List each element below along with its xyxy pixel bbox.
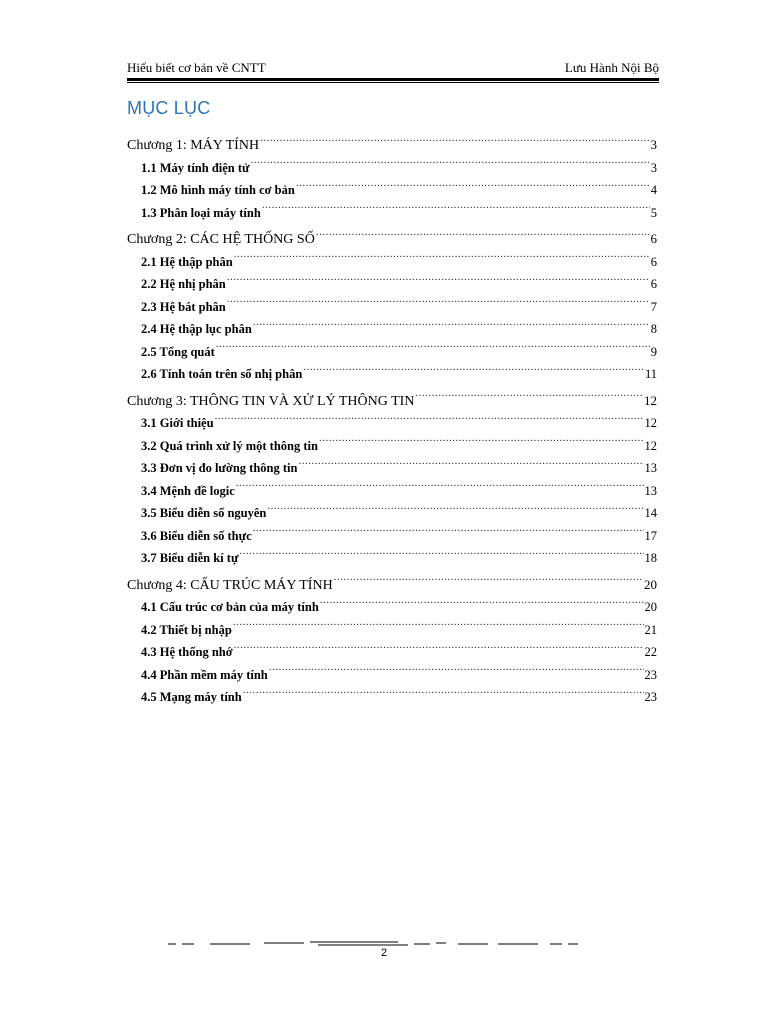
toc-entry-label: 4.4 Phần mềm máy tính xyxy=(141,667,268,682)
toc-title: MỤC LỤC xyxy=(127,98,211,118)
toc-leader-dots xyxy=(320,599,644,612)
toc-section-entry[interactable] xyxy=(127,273,657,296)
page-number: 2 xyxy=(380,947,388,959)
toc-entry-label: 2.2 Hệ nhị phân xyxy=(141,277,226,291)
toc-entry-label: 1.1 Máy tính điện tử xyxy=(141,160,250,175)
toc-section-entry[interactable] xyxy=(127,341,657,364)
toc-entry-page: 20 xyxy=(644,600,657,614)
toc-entry-label: 3.7 Biểu diễn kí tự xyxy=(141,551,239,565)
toc-section-entry[interactable] xyxy=(127,363,657,386)
toc-leader-dots xyxy=(319,437,644,450)
toc-section-entry[interactable] xyxy=(127,525,657,548)
toc-entry-page: 6 xyxy=(650,231,657,246)
toc-entry-page: 13 xyxy=(644,483,657,498)
toc-section-entry[interactable] xyxy=(127,179,657,202)
toc-entry-label: 4.1 Cấu trúc cơ bản của máy tính xyxy=(141,600,319,614)
toc-leader-dots xyxy=(239,550,643,563)
toc-entry-page: 23 xyxy=(644,667,657,682)
toc-leader-dots xyxy=(260,135,649,149)
toc-entry-label: 3.4 Mệnh đề logic xyxy=(141,483,235,498)
toc-entry-page: 4 xyxy=(650,183,657,197)
toc-leader-dots xyxy=(233,621,644,634)
toc-entry-label: 4.2 Thiết bị nhập xyxy=(141,622,232,637)
toc-entry-label: Chương 1: MÁY TÍNH xyxy=(127,138,260,153)
header-rule-thin xyxy=(127,82,659,83)
toc-entry-page: 7 xyxy=(650,299,657,314)
toc-leader-dots xyxy=(251,159,650,172)
toc-entry-label: 3.2 Quá trình xử lý một thông tin xyxy=(141,438,318,453)
toc-entry-page: 22 xyxy=(644,645,657,659)
toc-leader-dots xyxy=(253,527,644,540)
toc-entry-label: 1.3 Phân loại máy tính xyxy=(141,205,261,220)
toc-entry-label: 3.6 Biểu diễn số thực xyxy=(141,528,252,543)
toc-leader-dots xyxy=(316,229,650,243)
toc-section-entry[interactable] xyxy=(127,412,657,435)
toc-entry-page: 11 xyxy=(644,367,657,381)
toc-entry-label: 3.1 Giới thiệu xyxy=(141,416,214,430)
toc-leader-dots xyxy=(303,366,644,379)
toc-entry-page: 14 xyxy=(644,506,657,520)
toc-entry-page: 8 xyxy=(650,322,657,336)
toc-entry-page: 6 xyxy=(650,254,657,269)
toc-section-entry[interactable] xyxy=(127,641,657,664)
toc-entry-label: 3.5 Biểu diễn số nguyên xyxy=(141,506,267,520)
toc-leader-dots xyxy=(236,482,644,495)
toc-leader-dots xyxy=(253,321,650,334)
toc-leader-dots xyxy=(227,298,650,311)
toc-leader-dots xyxy=(234,253,650,266)
toc-section-entry[interactable] xyxy=(127,435,657,458)
toc-section-entry[interactable] xyxy=(127,686,657,709)
toc-leader-dots xyxy=(216,343,650,356)
toc-chapter-entry[interactable] xyxy=(127,134,657,157)
toc-entry-label: 1.2 Mô hình máy tính cơ bản xyxy=(141,183,295,197)
toc-entry-label: 2.5 Tổng quát xyxy=(141,344,215,359)
toc-entry-page: 21 xyxy=(644,622,657,637)
toc-section-entry[interactable] xyxy=(127,502,657,525)
toc-leader-dots xyxy=(234,644,644,657)
table-of-contents xyxy=(127,134,657,709)
toc-entry-page: 12 xyxy=(644,438,657,453)
toc-entry-page: 5 xyxy=(650,205,657,220)
toc-section-entry[interactable] xyxy=(127,457,657,480)
toc-leader-dots xyxy=(243,689,644,702)
header-distribution-note: Lưu Hành Nội Bộ xyxy=(564,60,659,75)
toc-entry-label: 4.5 Mạng máy tính xyxy=(141,690,242,704)
toc-section-entry[interactable] xyxy=(127,480,657,503)
header-document-title: Hiểu biết cơ bản về CNTT xyxy=(127,60,266,75)
toc-chapter-entry[interactable] xyxy=(127,228,657,251)
toc-chapter-entry[interactable] xyxy=(127,390,657,413)
toc-entry-label: Chương 3: THÔNG TIN VÀ XỬ LÝ THÔNG TIN xyxy=(127,393,415,409)
toc-entry-page: 9 xyxy=(650,344,657,359)
toc-entry-page: 3 xyxy=(650,160,657,175)
toc-section-entry[interactable] xyxy=(127,157,657,180)
toc-section-entry[interactable] xyxy=(127,619,657,642)
toc-leader-dots xyxy=(267,505,643,518)
page-header xyxy=(127,60,659,80)
toc-entry-label: Chương 2: CÁC HỆ THỐNG SỐ xyxy=(127,232,315,247)
toc-entry-page: 12 xyxy=(644,392,657,408)
toc-section-entry[interactable] xyxy=(127,596,657,619)
toc-leader-dots xyxy=(296,182,650,195)
toc-entry-label: Chương 4: CẤU TRÚC MÁY TÍNH xyxy=(127,577,333,593)
toc-entry-page: 23 xyxy=(644,690,657,704)
toc-chapter-entry[interactable] xyxy=(127,574,657,597)
toc-entry-page: 17 xyxy=(644,528,657,543)
toc-section-entry[interactable] xyxy=(127,202,657,225)
toc-entry-label: 2.1 Hệ thập phân xyxy=(141,254,233,269)
toc-section-entry[interactable] xyxy=(127,296,657,319)
toc-entry-page: 13 xyxy=(644,461,657,475)
toc-leader-dots xyxy=(334,575,643,589)
toc-entry-label: 3.3 Đơn vị đo lường thông tin xyxy=(141,461,298,475)
toc-entry-label: 2.3 Hệ bát phân xyxy=(141,299,226,314)
toc-section-entry[interactable] xyxy=(127,547,657,570)
toc-entry-page: 6 xyxy=(650,277,657,291)
header-rule xyxy=(127,78,659,81)
toc-entry-page: 18 xyxy=(644,551,657,565)
toc-entry-page: 12 xyxy=(644,416,657,430)
toc-entry-label: 2.4 Hệ thập lục phân xyxy=(141,322,252,336)
toc-entry-page: 20 xyxy=(644,576,657,592)
toc-leader-dots xyxy=(415,391,643,405)
toc-section-entry[interactable] xyxy=(127,318,657,341)
toc-section-entry[interactable] xyxy=(127,251,657,274)
toc-entry-page: 3 xyxy=(650,137,657,152)
toc-entry-label: 2.6 Tính toán trên số nhị phân xyxy=(141,367,303,381)
toc-section-entry[interactable] xyxy=(127,664,657,687)
toc-leader-dots xyxy=(215,415,644,428)
toc-leader-dots xyxy=(269,666,644,679)
toc-entry-label: 4.3 Hệ thống nhớ xyxy=(141,645,233,659)
toc-leader-dots xyxy=(298,460,643,473)
toc-leader-dots xyxy=(227,276,650,289)
toc-leader-dots xyxy=(262,204,650,217)
